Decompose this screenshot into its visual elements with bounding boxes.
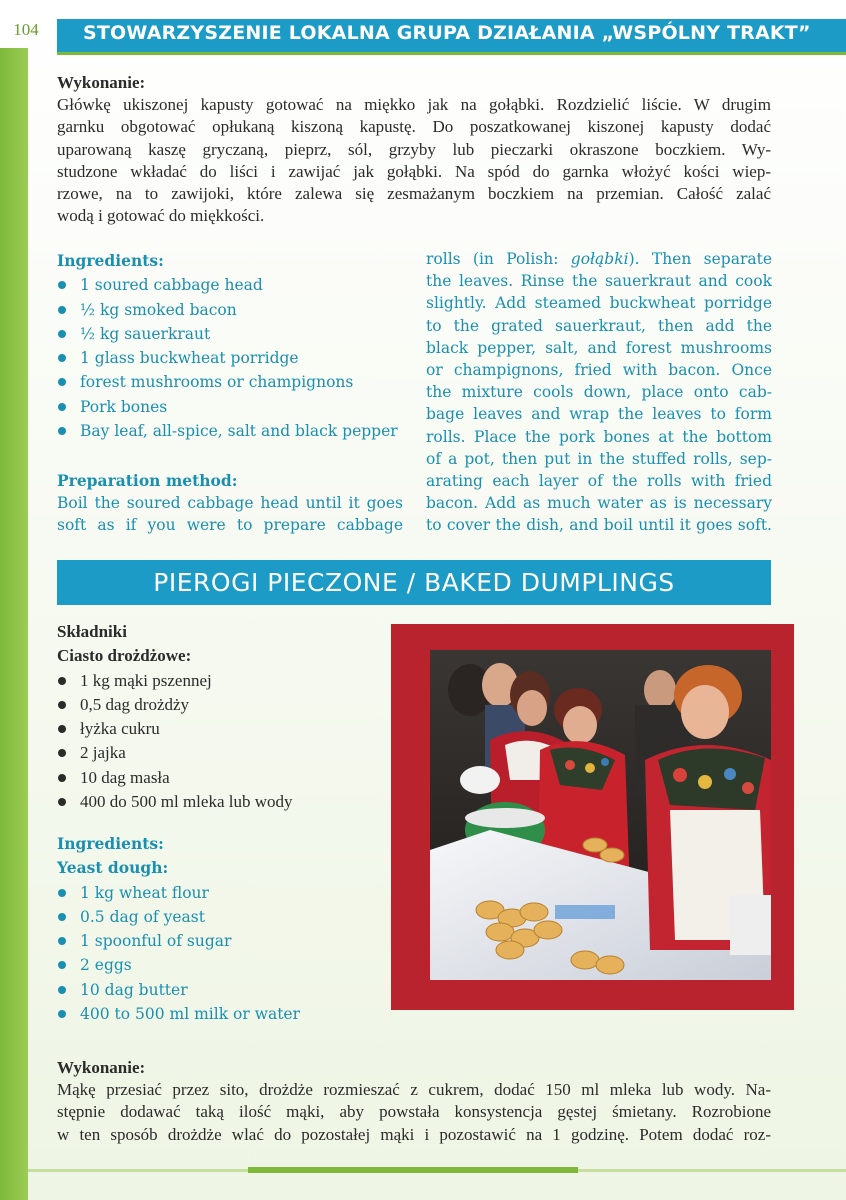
top-right-line: slightly. Add steamed buckwheat porridge — [426, 294, 772, 313]
list-item-text: 1 spoonful of sugar — [80, 932, 232, 951]
list-item-text: 10 dag butter — [80, 980, 188, 999]
pl-ingredients-list — [57, 669, 387, 815]
top-right-line: the leaves. Rinse the sauerkraut and cook — [426, 272, 772, 291]
list-item — [57, 905, 387, 929]
top-wykonanie-line: garnku obgotować opłukaną kiszoną kapustę. Do poszatkowanej kiszonej kapusty dodać — [57, 117, 771, 137]
list-item-text: 400 to 500 ml milk or water — [80, 1005, 301, 1024]
bullet-icon — [58, 937, 66, 945]
ingredients-heading: Ingredients: — [57, 834, 164, 853]
top-ingredients-block — [57, 249, 407, 443]
top-right-line: or champignons, fried with bacon. Once — [426, 361, 772, 380]
top-wykonanie-heading: Wykonanie: — [57, 73, 146, 92]
top-right-line: rolls. Place the pork bones at the bottom — [426, 427, 772, 446]
list-item — [57, 790, 387, 814]
top-right-line: to cover the dish, and boil until it goes soft. — [426, 516, 772, 535]
list-item-text: 2 eggs — [80, 956, 132, 975]
bullet-icon — [58, 798, 66, 806]
list-item — [57, 395, 407, 419]
list-item — [57, 929, 387, 953]
list-item-text: ½ kg sauerkraut — [80, 324, 211, 343]
top-ingredients-heading: Ingredients: — [57, 251, 164, 270]
top-right-line: arating each layer of the rolls with fried — [426, 472, 772, 491]
top-ingredients-list — [57, 273, 407, 443]
dumplings-wykonanie-line: Mąkę przesiać przez sito, drożdże rozmieszać z cukrem, dodać 150 ml mleka lub wody. Na- — [57, 1080, 771, 1100]
list-item — [57, 717, 387, 741]
list-item-text: 10 dag masła — [80, 767, 170, 787]
top-right-line: the mixture cools down, place onto cab- — [426, 383, 772, 402]
list-item-text: 1 glass buckwheat porridge — [80, 349, 299, 368]
top-right-line: bage leaves and wrap the leaves to form — [426, 405, 772, 424]
bullet-icon — [58, 281, 66, 289]
list-item-text: 1 kg wheat flour — [80, 883, 209, 902]
bullet-icon — [58, 774, 66, 782]
top-right-text: rolls (in Polish: — [426, 250, 571, 268]
list-item — [57, 419, 407, 443]
list-item-text: Bay leaf, all-spice, salt and black pepper — [80, 422, 398, 441]
list-item-text: 2 jajka — [80, 743, 126, 763]
bullet-icon — [58, 961, 66, 969]
top-wykonanie-line: rzowe, na to zawijoki, które zalewa się zesmażanym boczkiem na przemian. Całość zalać — [57, 184, 771, 204]
list-item — [57, 881, 387, 905]
bullet-icon — [58, 701, 66, 709]
dumplings-wykonanie-block — [57, 1057, 771, 1146]
list-item — [57, 741, 387, 765]
dumplings-pl-ingredients-block — [57, 620, 387, 814]
bullet-icon — [58, 749, 66, 757]
top-preparation-line: soft as if you were to prepare cabbage — [57, 516, 403, 535]
top-right-line: of a pot, then put in the stuffed rolls, sep- — [426, 449, 772, 468]
top-wykonanie-block — [57, 72, 771, 227]
yeast-dough-heading: Yeast dough: — [57, 858, 169, 878]
list-item-text: Pork bones — [80, 397, 168, 416]
section-title: PIEROGI PIECZONE / BAKED DUMPLINGS — [153, 568, 675, 597]
list-item — [57, 766, 387, 790]
bullet-icon — [58, 889, 66, 897]
bullet-icon — [58, 913, 66, 921]
list-item — [57, 298, 407, 322]
bullet-icon — [58, 403, 66, 411]
list-item-text: 0,5 dag drożdży — [80, 694, 190, 714]
list-item — [57, 669, 387, 693]
top-wykonanie-line: wodą i gotować do miękkości. — [57, 206, 265, 226]
list-item — [57, 273, 407, 297]
top-wykonanie-line: studzone wkładać do liści i zawijać jak gołąbki. Na spód do garnka włożyć kości wiep- — [57, 161, 771, 181]
list-item-text: 400 do 500 ml mleka lub wody — [80, 792, 293, 812]
top-preparation-heading: Preparation method: — [57, 471, 238, 490]
dumplings-wykonanie-heading: Wykonanie: — [57, 1058, 146, 1077]
header-underline — [57, 52, 846, 55]
dumplings-wykonanie-line: w ten sposób drożdże wlać do pozostałej mąki i pozostawić na 1 godzinę. Potem dodać roz- — [57, 1124, 771, 1144]
bullet-icon — [58, 427, 66, 435]
ciasto-heading: Ciasto drożdżowe: — [57, 646, 192, 666]
bullet-icon — [58, 330, 66, 338]
en-ingredients-list — [57, 881, 387, 1027]
list-item — [57, 953, 387, 977]
list-item — [57, 1002, 387, 1026]
header-title: STOWARZYSZENIE LOKALNA GRUPA DZIAŁANIA „WSPÓLNY TRAKT” — [83, 22, 811, 44]
left-green-margin-bar — [0, 48, 28, 1200]
bullet-icon — [58, 986, 66, 994]
list-item-text: łyżka cukru — [80, 719, 160, 739]
top-wykonanie-line: Główkę ukiszonej kapusty gotować na miękko jak na gołąbki. Rozdzielić liście. W drugim — [57, 95, 771, 115]
list-item — [57, 322, 407, 346]
top-right-text: ). Then separate — [628, 250, 772, 268]
list-item-text: 1 soured cabbage head — [80, 276, 263, 295]
footer-accent-bar — [248, 1167, 578, 1173]
bullet-icon — [58, 677, 66, 685]
bullet-icon — [58, 1010, 66, 1018]
top-right-line: bacon. Add as much water as is necessary — [426, 494, 772, 513]
page-number: 104 — [13, 20, 39, 39]
list-item — [57, 370, 407, 394]
dumplings-wykonanie-line: stępnie dodawać taką ilość mąki, aby powstała konsystencja gęstej śmietany. Rozrobione — [57, 1102, 771, 1122]
list-item — [57, 693, 387, 717]
bullet-icon — [58, 725, 66, 733]
list-item-text: ½ kg smoked bacon — [80, 300, 237, 319]
bullet-icon — [58, 354, 66, 362]
bullet-icon — [58, 306, 66, 314]
photo-women-preparing-dumplings — [430, 650, 771, 980]
top-preparation-line: Boil the soured cabbage head until it goes — [57, 494, 403, 513]
list-item-text: forest mushrooms or champignons — [80, 373, 354, 392]
bullet-icon — [58, 378, 66, 386]
top-preparation-block — [57, 470, 403, 537]
list-item-text: 0.5 dag of yeast — [80, 907, 205, 926]
top-wykonanie-line: uparowaną kaszę gryczaną, pieprz, sól, grzyby lub pieczarki okraszone boczkiem. Wy- — [57, 139, 771, 159]
top-right-line: black pepper, salt, and forest mushrooms — [426, 338, 772, 357]
top-right-line: to the grated sauerkraut, then add the — [426, 316, 772, 335]
top-right-line — [426, 248, 772, 270]
skladniki-heading: Składniki — [57, 622, 127, 641]
dumplings-en-ingredients-block — [57, 832, 387, 1026]
list-item — [57, 978, 387, 1002]
list-item — [57, 346, 407, 370]
top-right-italic-term: gołąbki — [570, 250, 629, 268]
top-right-method-block — [426, 248, 772, 537]
list-item-text: 1 kg mąki pszennej — [80, 670, 212, 690]
